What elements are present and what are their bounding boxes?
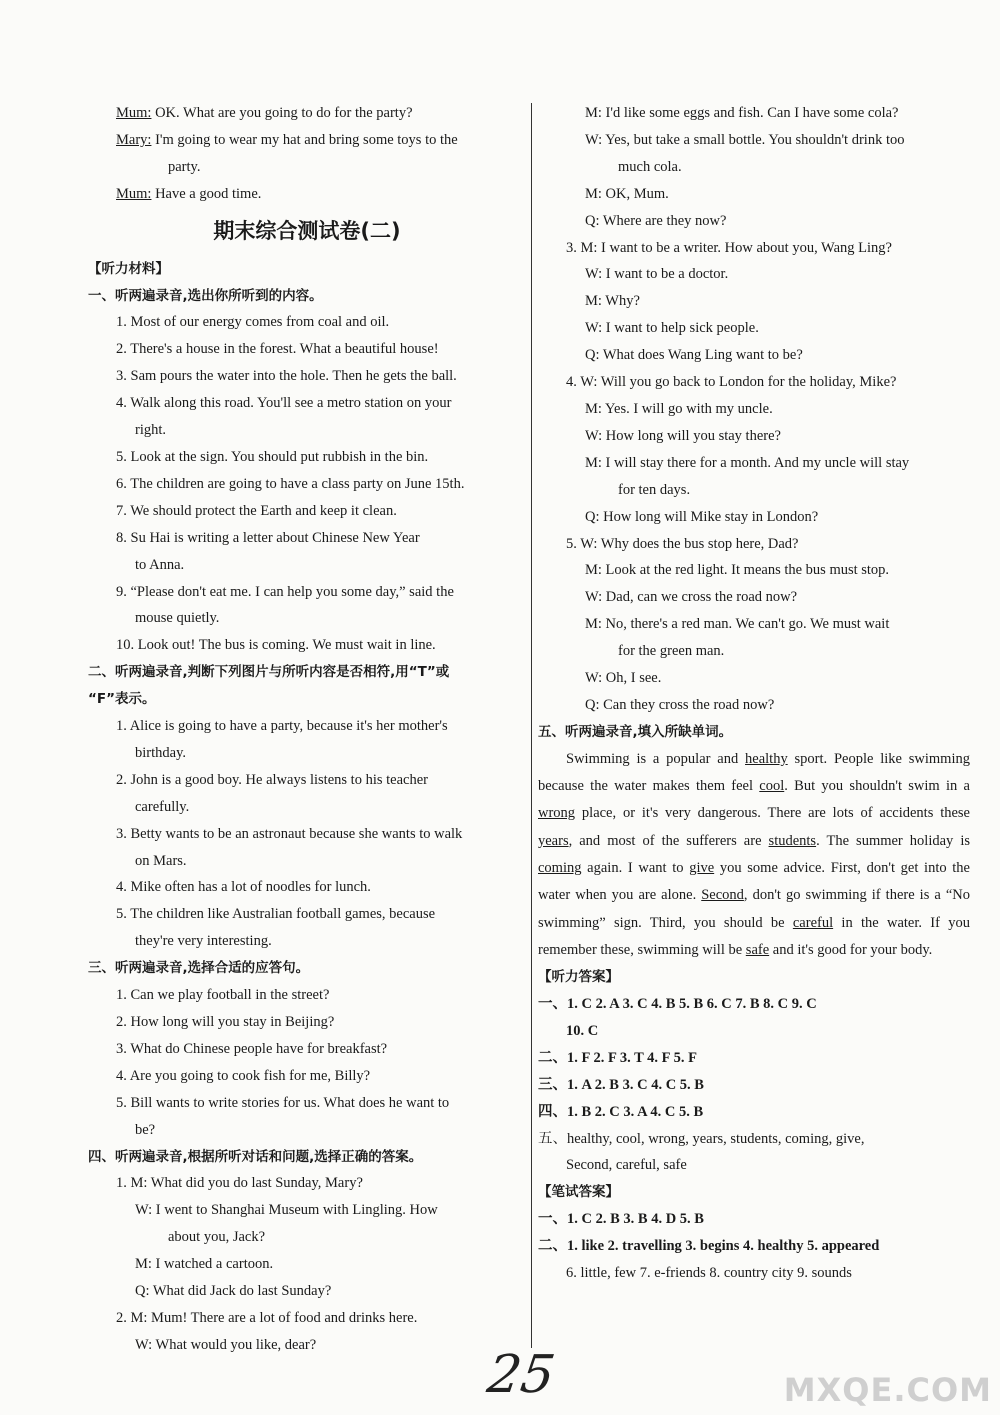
cloze-answer: students: [768, 832, 817, 849]
cloze-answer: healthy: [745, 750, 788, 767]
list-item: mouse quietly.: [135, 610, 220, 627]
dialogue-line: [88, 100, 526, 127]
part5-heading: 五、听两遍录音,填入所缺单词。: [538, 723, 733, 740]
cloze-answer: coming: [538, 859, 582, 876]
dialogue-line: about you, Jack?: [168, 1229, 266, 1246]
right-column: [538, 100, 970, 1287]
list-item: 10. Look out! The bus is coming. We must wait in line.: [116, 637, 436, 654]
list-item: 8. Su Hai is writing a letter about Chinese New Year: [116, 529, 420, 546]
cloze-text: , and most of the sufferers are: [568, 832, 769, 849]
cloze-answer: wrong: [538, 805, 576, 822]
cloze-text: place, or it's very dangerous. There are lots of accidents these: [575, 805, 970, 822]
cloze-answer: cool: [759, 778, 785, 795]
cloze-answer: give: [689, 859, 715, 876]
cloze-answer: Second: [701, 887, 744, 904]
dialogue-line: W: Dad, can we cross the road now?: [585, 589, 798, 606]
answer-line: 四、1. B 2. C 3. A 4. C 5. B: [538, 1103, 704, 1120]
list-item: 3. Betty wants to be an astronaut because she wants to walk: [116, 825, 463, 842]
dialogue-line: W: What would you like, dear?: [135, 1336, 317, 1353]
list-item: they're very interesting.: [135, 933, 272, 950]
left-column: [88, 100, 526, 1359]
dialogue-line: 2. M: Mum! There are a lot of food and drinks here.: [116, 1309, 418, 1326]
section-label: 【听力材料】: [88, 260, 169, 277]
page-number: 25: [483, 1345, 559, 1405]
dialogue-line: for ten days.: [618, 481, 691, 498]
dialogue-line: for the green man.: [618, 643, 725, 660]
list-item: 2. John is a good boy. He always listens to his teacher: [116, 771, 428, 788]
dialogue-line: M: OK, Mum.: [585, 185, 669, 202]
dialogue-line: W: I want to be a doctor.: [585, 266, 729, 283]
list-item: 5. The children like Australian football games, because: [116, 906, 436, 923]
cloze-text: you some advice. First, don't get into the water when you are alone.: [538, 859, 970, 904]
column-divider: [531, 103, 532, 1348]
speaker: Mary:: [116, 131, 152, 148]
part3-heading: 三、听两遍录音,选择合适的应答句。: [88, 960, 310, 977]
list-item: 1. Alice is going to have a party, because it's her mother's: [116, 718, 448, 735]
dialogue-line: W: I want to help sick people.: [585, 320, 759, 337]
cloze-text: in the water. If you remember these, swimming will be: [538, 914, 970, 958]
list-item: 7. We should protect the Earth and keep it clean.: [116, 502, 397, 519]
list-item: 4. Are you going to cook fish for me, Billy?: [116, 1067, 371, 1084]
dialogue-line: Q: Can they cross the road now?: [585, 696, 775, 713]
dialogue-line: [88, 154, 526, 181]
cloze-answer: careful: [792, 914, 834, 931]
answer-line: 一、1. C 2. A 3. C 4. B 5. B 6. C 7. B 8. C 9. C: [538, 996, 817, 1013]
list-item: 1. Most of our energy comes from coal and oil.: [116, 314, 390, 331]
part4-heading: 四、听两遍录音,根据所听对话和问题,选择正确的答案。: [88, 1148, 423, 1165]
answer-line: Second, careful, safe: [566, 1157, 687, 1174]
cloze-text: and it's good for your body.: [769, 941, 933, 958]
dialogue-text: I'm going to wear my hat and bring some toys to the: [151, 131, 458, 148]
answer-line: 6. little, few 7. e-friends 8. country city 9. sounds: [566, 1265, 852, 1282]
dialogue-line: M: Why?: [585, 293, 640, 310]
part1-heading: 一、听两遍录音,选出你所听到的内容。: [88, 287, 323, 304]
list-item: 5. Look at the sign. You should put rubbish in the bin.: [116, 448, 429, 465]
dialogue-text: OK. What are you going to do for the party?: [151, 105, 413, 121]
dialogue-line: M: No, there's a red man. We can't go. We must wait: [585, 616, 890, 633]
answer-line: 三、1. A 2. B 3. C 4. C 5. B: [538, 1076, 704, 1093]
dialogue-line: 5. W: Why does the bus stop here, Dad?: [566, 535, 799, 552]
cloze-paragraph: [538, 746, 970, 964]
list-item: 9. “Please don't eat me. I can help you some day,” said the: [116, 583, 454, 600]
part2-heading: 二、听两遍录音,判断下列图片与所听内容是否相符,用“T”或: [88, 664, 450, 681]
cloze-text: again. I want to: [581, 859, 690, 876]
speaker: Mum:: [116, 105, 152, 121]
list-item: carefully.: [135, 798, 190, 815]
cloze-answer: safe: [745, 941, 770, 958]
cloze-answer: years: [538, 832, 569, 849]
list-item: right.: [135, 422, 167, 439]
dialogue-line: Q: What did Jack do last Sunday?: [135, 1283, 332, 1300]
dialogue-text: Have a good time.: [151, 185, 262, 202]
dialogue-line: Q: What does Wang Ling want to be?: [585, 347, 803, 364]
list-item: to Anna.: [135, 556, 185, 573]
answer-line: 10. C: [566, 1022, 599, 1039]
list-item: birthday.: [135, 744, 187, 761]
cloze-text: . But you shouldn't swim in a: [784, 778, 970, 795]
list-item: on Mars.: [135, 852, 187, 869]
dialogue-line: M: Look at the red light. It means the bus must stop.: [585, 562, 890, 579]
section-label: 【笔试答案】: [538, 1184, 619, 1201]
cloze-text: sport. People like swimming because the water makes them feel: [538, 750, 970, 795]
list-item: 3. What do Chinese people have for breakfast?: [116, 1040, 388, 1057]
part2-heading-cont: “F”表示。: [88, 691, 156, 708]
dialogue-line: W: Yes, but take a small bottle. You shouldn't drink too: [585, 131, 905, 148]
dialogue-line: much cola.: [618, 158, 682, 175]
dialogue-line: 1. M: What did you do last Sunday, Mary?: [116, 1175, 363, 1192]
list-item: 3. Sam pours the water into the hole. Then he gets the ball.: [116, 368, 457, 385]
dialogue-line: M: I'd like some eggs and fish. Can I have some cola?: [585, 105, 899, 121]
dialogue-line: Q: How long will Mike stay in London?: [585, 508, 819, 525]
speaker: Mum:: [116, 185, 152, 202]
list-item: be?: [135, 1121, 156, 1138]
list-item: 6. The children are going to have a class party on June 15th.: [116, 475, 465, 492]
list-item: 5. Bill wants to write stories for us. What does he want to: [116, 1094, 450, 1111]
list-item: 2. There's a house in the forest. What a beautiful house!: [116, 341, 439, 358]
dialogue-line: [88, 181, 526, 208]
watermark: MXQE.COM: [783, 1371, 992, 1409]
answer-line: 一、1. C 2. B 3. B 4. D 5. B: [538, 1211, 704, 1228]
list-item: 4. Mike often has a lot of noodles for lunch.: [116, 879, 371, 896]
dialogue-line: 3. M: I want to be a writer. How about you, Wang Ling?: [566, 239, 892, 256]
dialogue-text: party.: [168, 158, 201, 175]
answer-line: 二、1. F 2. F 3. T 4. F 5. F: [538, 1049, 697, 1066]
list-item: 2. How long will you stay in Beijing?: [116, 1014, 335, 1030]
dialogue-line: W: Oh, I see.: [585, 670, 662, 687]
dialogue-line: W: How long will you stay there?: [585, 427, 781, 444]
section-label: 【听力答案】: [538, 969, 619, 986]
list-item: 4. Walk along this road. You'll see a metro station on your: [116, 395, 452, 412]
cloze-text: , don't go swimming if there is a “No swimming” sign. Third, you should be: [538, 887, 970, 931]
dialogue-line: M: I watched a cartoon.: [135, 1256, 274, 1273]
dialogue-line: [88, 127, 526, 154]
dialogue-line: W: I went to Shanghai Museum with Lingling. How: [135, 1202, 438, 1219]
dialogue-line: Q: Where are they now?: [585, 212, 727, 229]
list-item: 1. Can we play football in the street?: [116, 987, 330, 1004]
answer-line: 二、1. like 2. travelling 3. begins 4. healthy 5. appeared: [538, 1238, 880, 1255]
page-title: 期末综合测试卷(二): [213, 218, 401, 243]
dialogue-line: M: I will stay there for a month. And my uncle will stay: [585, 454, 910, 471]
cloze-text: . The summer holiday is: [816, 832, 970, 849]
answer-line: 五、healthy, cool, wrong, years, students, coming, give,: [538, 1130, 865, 1147]
dialogue-line: 4. W: Will you go back to London for the holiday, Mike?: [566, 374, 897, 391]
dialogue-line: M: Yes. I will go with my uncle.: [585, 400, 773, 417]
cloze-text: Swimming is a popular and: [566, 750, 746, 767]
